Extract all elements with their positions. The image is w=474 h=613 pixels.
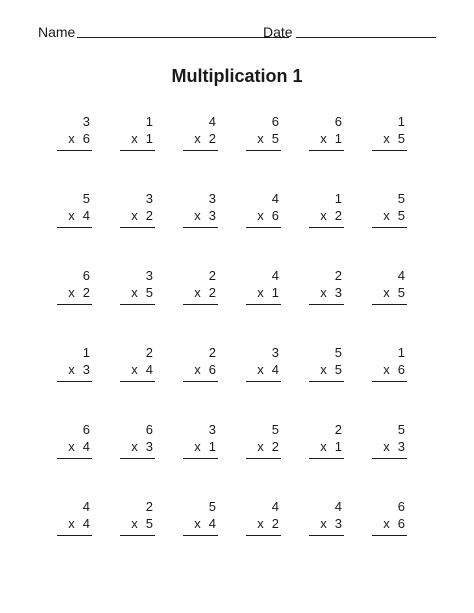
multiply-sign: x (194, 131, 201, 146)
multiplier-row (68, 516, 90, 532)
multiply-sign: x (320, 285, 327, 300)
multiplier: 2 (208, 131, 216, 146)
multiplication-problem (372, 343, 407, 395)
multiplier: 4 (208, 516, 216, 531)
multiplication-problem (57, 189, 92, 241)
multiplication-problem (372, 420, 407, 472)
multiplier: 6 (397, 362, 405, 377)
multiply-sign: x (131, 208, 138, 223)
multiplication-problem (120, 497, 155, 549)
answer-line[interactable] (246, 381, 281, 382)
multiplication-problem (120, 266, 155, 318)
multiplication-problem (309, 189, 344, 241)
multiplication-problem (183, 189, 218, 241)
multiplier: 4 (82, 516, 90, 531)
multiplicand: 4 (208, 114, 216, 129)
multiplier-row (194, 362, 216, 378)
answer-line[interactable] (372, 304, 407, 305)
multiplier: 5 (145, 516, 153, 531)
multiplication-problem (120, 343, 155, 395)
multiplier: 3 (334, 285, 342, 300)
multiplier-row (257, 208, 279, 224)
date-field-line[interactable] (296, 37, 436, 38)
multiplication-problem (309, 343, 344, 395)
multiplicand: 4 (271, 268, 279, 283)
multiplier-row (68, 439, 90, 455)
answer-line[interactable] (57, 381, 92, 382)
multiplication-problem (57, 343, 92, 395)
multiply-sign: x (68, 439, 75, 454)
answer-line[interactable] (246, 458, 281, 459)
multiplicand: 5 (334, 345, 342, 360)
multiplication-problem (246, 189, 281, 241)
answer-line[interactable] (120, 458, 155, 459)
multiplier-row (131, 362, 153, 378)
multiplier-row (320, 208, 342, 224)
answer-line[interactable] (372, 381, 407, 382)
multiplier-row (131, 285, 153, 301)
multiply-sign: x (131, 285, 138, 300)
multiplier-row (194, 285, 216, 301)
answer-line[interactable] (372, 227, 407, 228)
multiplier: 5 (271, 131, 279, 146)
multiplicand: 4 (397, 268, 405, 283)
multiplier: 1 (208, 439, 216, 454)
multiplier-row (68, 362, 90, 378)
answer-line[interactable] (120, 227, 155, 228)
multiply-sign: x (320, 516, 327, 531)
answer-line[interactable] (309, 535, 344, 536)
multiplication-problem (372, 497, 407, 549)
multiplicand: 3 (82, 114, 90, 129)
answer-line[interactable] (372, 150, 407, 151)
answer-line[interactable] (183, 381, 218, 382)
answer-line[interactable] (309, 227, 344, 228)
problem-grid (57, 112, 409, 549)
multiply-sign: x (68, 285, 75, 300)
multiplication-problem (183, 266, 218, 318)
multiplicand: 3 (208, 422, 216, 437)
multiplier-row (320, 131, 342, 147)
multiplication-problem (246, 420, 281, 472)
answer-line[interactable] (183, 304, 218, 305)
multiplier: 4 (82, 208, 90, 223)
multiplier-row (383, 208, 405, 224)
multiplicand: 1 (82, 345, 90, 360)
multiplier: 6 (82, 131, 90, 146)
multiply-sign: x (257, 131, 264, 146)
answer-line[interactable] (183, 227, 218, 228)
multiplication-problem (183, 420, 218, 472)
multiply-sign: x (383, 362, 390, 377)
multiplier: 2 (82, 285, 90, 300)
answer-line[interactable] (120, 304, 155, 305)
multiplicand: 3 (208, 191, 216, 206)
multiply-sign: x (383, 285, 390, 300)
multiplication-problem (120, 112, 155, 164)
answer-line[interactable] (57, 304, 92, 305)
multiply-sign: x (68, 516, 75, 531)
multiplicand: 5 (397, 191, 405, 206)
multiplier-row (68, 131, 90, 147)
multiplicand: 6 (271, 114, 279, 129)
multiplication-problem (309, 266, 344, 318)
multiplication-problem (183, 343, 218, 395)
multiplication-problem (246, 497, 281, 549)
multiplier-row (131, 439, 153, 455)
worksheet-title: Multiplication 1 (171, 66, 303, 86)
multiplication-problem (120, 189, 155, 241)
date-label: Date (263, 24, 293, 40)
multiplication-problem (120, 420, 155, 472)
multiplier: 3 (334, 516, 342, 531)
multiplier: 5 (397, 131, 405, 146)
multiplicand: 4 (271, 499, 279, 514)
multiplier: 2 (208, 285, 216, 300)
multiplication-problem (372, 112, 407, 164)
multiply-sign: x (320, 362, 327, 377)
multiplicand: 3 (145, 191, 153, 206)
multiply-sign: x (194, 362, 201, 377)
multiplier-row (68, 208, 90, 224)
answer-line[interactable] (246, 227, 281, 228)
multiplier-row (131, 208, 153, 224)
multiply-sign: x (194, 285, 201, 300)
multiplier-row (194, 439, 216, 455)
multiplier-row (194, 208, 216, 224)
multiplier-row (383, 439, 405, 455)
multiplicand: 2 (145, 499, 153, 514)
answer-line[interactable] (309, 150, 344, 151)
multiply-sign: x (131, 516, 138, 531)
multiplier: 5 (145, 285, 153, 300)
multiplier-row (320, 516, 342, 532)
multiplicand: 5 (208, 499, 216, 514)
multiplication-problem (309, 497, 344, 549)
multiplier-row (131, 131, 153, 147)
answer-line[interactable] (246, 304, 281, 305)
answer-line[interactable] (372, 535, 407, 536)
multiplication-problem (57, 266, 92, 318)
answer-line[interactable] (372, 458, 407, 459)
multiplicand: 4 (334, 499, 342, 514)
multiplier: 1 (334, 439, 342, 454)
answer-line[interactable] (120, 535, 155, 536)
multiplicand: 4 (82, 499, 90, 514)
multiply-sign: x (320, 208, 327, 223)
multiplicand: 2 (334, 268, 342, 283)
answer-line[interactable] (183, 458, 218, 459)
multiplication-problem (183, 112, 218, 164)
multiplier-row (68, 285, 90, 301)
answer-line[interactable] (246, 535, 281, 536)
multiplicand: 3 (145, 268, 153, 283)
multiplicand: 1 (334, 191, 342, 206)
answer-line[interactable] (120, 150, 155, 151)
worksheet-header (38, 23, 438, 43)
multiplier: 1 (334, 131, 342, 146)
multiply-sign: x (68, 208, 75, 223)
multiply-sign: x (257, 285, 264, 300)
multiply-sign: x (257, 208, 264, 223)
multiplier-row (257, 285, 279, 301)
multiply-sign: x (320, 439, 327, 454)
multiply-sign: x (383, 208, 390, 223)
multiply-sign: x (68, 362, 75, 377)
multiply-sign: x (257, 439, 264, 454)
multiplication-problem (372, 266, 407, 318)
answer-line[interactable] (309, 381, 344, 382)
multiplier: 1 (145, 131, 153, 146)
multiply-sign: x (383, 516, 390, 531)
multiplicand: 1 (397, 114, 405, 129)
multiplier: 3 (82, 362, 90, 377)
multiplicand: 6 (145, 422, 153, 437)
multiplication-problem (183, 497, 218, 549)
multiply-sign: x (131, 439, 138, 454)
multiplier: 1 (271, 285, 279, 300)
multiply-sign: x (194, 208, 201, 223)
answer-line[interactable] (57, 150, 92, 151)
name-field-line[interactable] (77, 37, 289, 38)
multiplication-problem (246, 112, 281, 164)
answer-line[interactable] (57, 227, 92, 228)
multiplicand: 2 (208, 268, 216, 283)
multiplicand: 5 (271, 422, 279, 437)
multiplier: 6 (397, 516, 405, 531)
multiplier-row (320, 439, 342, 455)
answer-line[interactable] (246, 150, 281, 151)
multiply-sign: x (320, 131, 327, 146)
multiply-sign: x (131, 362, 138, 377)
multiplier: 6 (208, 362, 216, 377)
multiplier-row (257, 131, 279, 147)
multiply-sign: x (68, 131, 75, 146)
multiplication-problem (57, 420, 92, 472)
multiply-sign: x (257, 516, 264, 531)
answer-line[interactable] (120, 381, 155, 382)
multiply-sign: x (383, 439, 390, 454)
multiplication-problem (309, 420, 344, 472)
multiplier-row (257, 516, 279, 532)
multiplicand: 5 (82, 191, 90, 206)
multiplicand: 6 (82, 268, 90, 283)
multiplier-row (257, 362, 279, 378)
multiplicand: 5 (397, 422, 405, 437)
multiplier-row (383, 516, 405, 532)
answer-line[interactable] (309, 304, 344, 305)
multiplication-problem (309, 112, 344, 164)
multiplicand: 4 (271, 191, 279, 206)
multiplier: 3 (397, 439, 405, 454)
multiplier: 2 (271, 516, 279, 531)
answer-line[interactable] (183, 535, 218, 536)
answer-line[interactable] (183, 150, 218, 151)
multiply-sign: x (131, 131, 138, 146)
multiplier-row (320, 285, 342, 301)
multiplication-problem (246, 343, 281, 395)
multiplier: 3 (145, 439, 153, 454)
multiplier: 4 (145, 362, 153, 377)
multiplier: 2 (271, 439, 279, 454)
multiplier-row (383, 285, 405, 301)
multiplier-row (131, 516, 153, 532)
multiplier: 5 (397, 208, 405, 223)
multiplication-problem (246, 266, 281, 318)
multiplier: 2 (334, 208, 342, 223)
multiplier-row (194, 131, 216, 147)
multiplier-row (383, 131, 405, 147)
multiplier: 5 (334, 362, 342, 377)
multiplicand: 1 (145, 114, 153, 129)
multiplier: 5 (397, 285, 405, 300)
answer-line[interactable] (309, 458, 344, 459)
multiply-sign: x (194, 439, 201, 454)
multiplication-problem (57, 497, 92, 549)
multiplier: 4 (82, 439, 90, 454)
multiplier-row (320, 362, 342, 378)
multiplier-row (383, 362, 405, 378)
multiplier: 2 (145, 208, 153, 223)
multiply-sign: x (257, 362, 264, 377)
name-label: Name (38, 24, 76, 40)
multiplier: 4 (271, 362, 279, 377)
multiplication-problem (57, 112, 92, 164)
multiply-sign: x (194, 516, 201, 531)
multiplicand: 6 (334, 114, 342, 129)
multiplicand: 6 (82, 422, 90, 437)
multiply-sign: x (383, 131, 390, 146)
answer-line[interactable] (57, 535, 92, 536)
multiplicand: 6 (397, 499, 405, 514)
answer-line[interactable] (57, 458, 92, 459)
multiplicand: 1 (397, 345, 405, 360)
multiplicand: 2 (145, 345, 153, 360)
multiplier-row (257, 439, 279, 455)
multiplicand: 3 (271, 345, 279, 360)
multiplier-row (194, 516, 216, 532)
multiplier: 3 (208, 208, 216, 223)
multiplication-problem (372, 189, 407, 241)
multiplicand: 2 (208, 345, 216, 360)
multiplicand: 2 (334, 422, 342, 437)
multiplier: 6 (271, 208, 279, 223)
